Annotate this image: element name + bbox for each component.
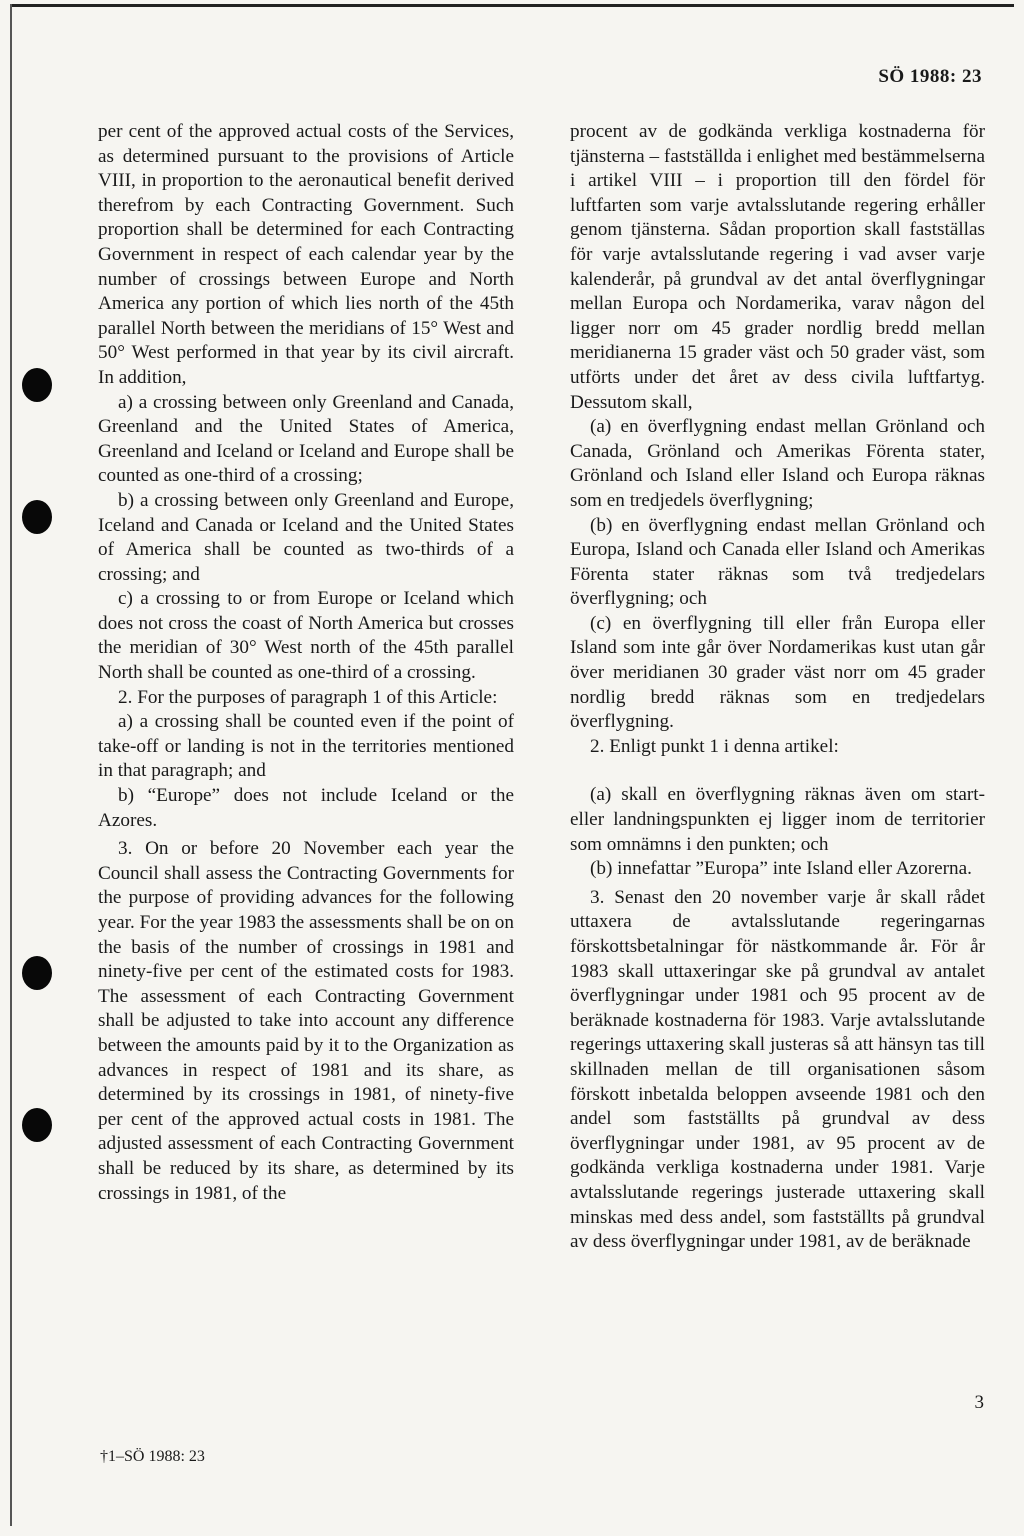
swedish-item-b: (b) en överflygning endast mellan Grönland och Europa, Island och Canada eller Island och Amerikas Förenta stater räknas som två tredjedelars överflygning; och [570, 514, 985, 610]
swedish-paragraph-2-b: (b) innefattar ”Europa” inte Island eller Azorerna. [590, 858, 972, 880]
swedish-item-a: (a) en överflygning endast mellan Grönland och Canada, Grönland och Amerikas Förenta stater, Grönland och Island eller Island och Europa räknas som en tredjedels överflygning; [570, 416, 985, 511]
swedish-paragraph-3: 3. Senast den 20 november varje år skall rådet uttaxera de avtalsslutande regeringarnas förskottsbetalningar för nästkommande år. För år 1983 skall uttaxeringar ske på grundval av antalet överflygningar under 1981 och 95 procent av de beräknade kostnaderna för 1983. Varje avtalsslutande regerings uttaxering skall justeras så att hänsyn tas till skillnaden mellan de till organisationen såsom förskott inbetalda beloppen avseende 1981 och den andel som fastställts på grundval av dess överflygningar under 1981, av 95 procent av de godkända verkliga kostnaderna under 1981. Varje avtalsslutande regerings justerade uttaxering skall minskas med dess andel, som fastställts på grundval av dess överflygningar under 1981, av de beräknade [570, 886, 985, 1253]
punch-hole [22, 956, 52, 990]
page-number: 3 [974, 1392, 984, 1413]
swedish-item-c: (c) en överflygning till eller från Europa eller Island som inte går över Nordamerikas kust utan går över meridianen 30 grader väst norr om 45 grader nordlig bredd räknas som en tredjedelars överflygning. [570, 612, 985, 733]
left-border-rule [10, 4, 12, 1526]
english-paragraph-3: 3. On or before 20 November each year the Council shall assess the Contracting Governments for the purpose of providing advances for the following year. For the year 1983 the assessments shall be on on the basis of the number of crossings in 1981 and ninety-five per cent of the estimated costs for 1983. The assessment of each Contracting Government shall be adjusted to take into account any difference between the amounts paid by it to the Organization as advances in respect of 1981 and its share, as determined by its crossings in 1981, of ninety-five per cent of the approved actual costs in 1981. The adjusted assessment of each Contracting Government shall be reduced by its share, as determined by its crossings in 1981, of the [98, 838, 514, 1204]
footer-reference: †1–SÖ 1988: 23 [100, 1448, 205, 1465]
english-intro: per cent of the approved actual costs of the Services, as determined pursuant to the provisions of Article VIII, in proportion to the aeronautical benefit derived therefrom by each Contracting Government. Such proportion shall be determined for each Contracting Government in respect of each calendar year by the number of crossings between Europe and North America any portion of which lies north of the 45th parallel North between the meridians of 15° West and 50° West performed in that year by its civil aircraft. In addition, [98, 121, 514, 388]
swedish-paragraph-2: 2. Enligt punkt 1 i denna artikel: [590, 735, 839, 757]
punch-hole [22, 500, 52, 534]
english-item-b: b) a crossing between only Greenland and Europe, Iceland and Canada or Iceland and the United States of America shall be counted as two-thirds of a crossing; and [98, 489, 514, 585]
swedish-intro: procent av de godkända verkliga kostnaderna för tjänsterna – fastställda i enlighet med bestämmelserna i artikel VIII – i proportion till den fördel för luftfarten som varje avtalsslutande regering erhåller genom tjänsterna. Sådan proportion skall fastställas för varje avtalsslutande regering i vad avser varje kalenderår, på grundval av det antal överflygningar mellan Europa och Nordamerika, varav någon del ligger norr om 45 grader nordlig bredd mellan meridianerna 15 grader väst och 50 grader väst, som utförts under det året av dess civila luftfartyg. Dessutom skall, [570, 121, 985, 413]
english-paragraph-2-a: a) a crossing shall be counted even if the point of take-off or landing is not in the territories mentioned in that paragraph; and [98, 711, 514, 782]
swedish-paragraph-2-a: (a) skall en överflygning räknas även om start- eller landningspunkten ej ligger inom de territorier som omnämns i den punkten; och [570, 784, 985, 855]
top-border-rule [12, 4, 1014, 7]
english-item-c: c) a crossing to or from Europe or Iceland which does not cross the coast of North America but crosses the meridian of 30° West north of the 45th parallel North shall be counted as one-third of a crossing. [98, 588, 514, 684]
english-item-a: a) a crossing between only Greenland and Canada, Greenland and the United States of America, Greenland and Iceland or Iceland and Europe shall be counted as one-third of a crossing; [98, 391, 514, 487]
header-reference: SÖ 1988: 23 [878, 66, 982, 87]
english-paragraph-2-b: b) “Europe” does not include Iceland or the Azores. [98, 785, 514, 831]
english-column [98, 120, 514, 1206]
english-paragraph-2: 2. For the purposes of paragraph 1 of this Article: [118, 686, 498, 708]
punch-hole [22, 368, 52, 402]
punch-hole [22, 1108, 52, 1142]
swedish-column [570, 120, 985, 1255]
